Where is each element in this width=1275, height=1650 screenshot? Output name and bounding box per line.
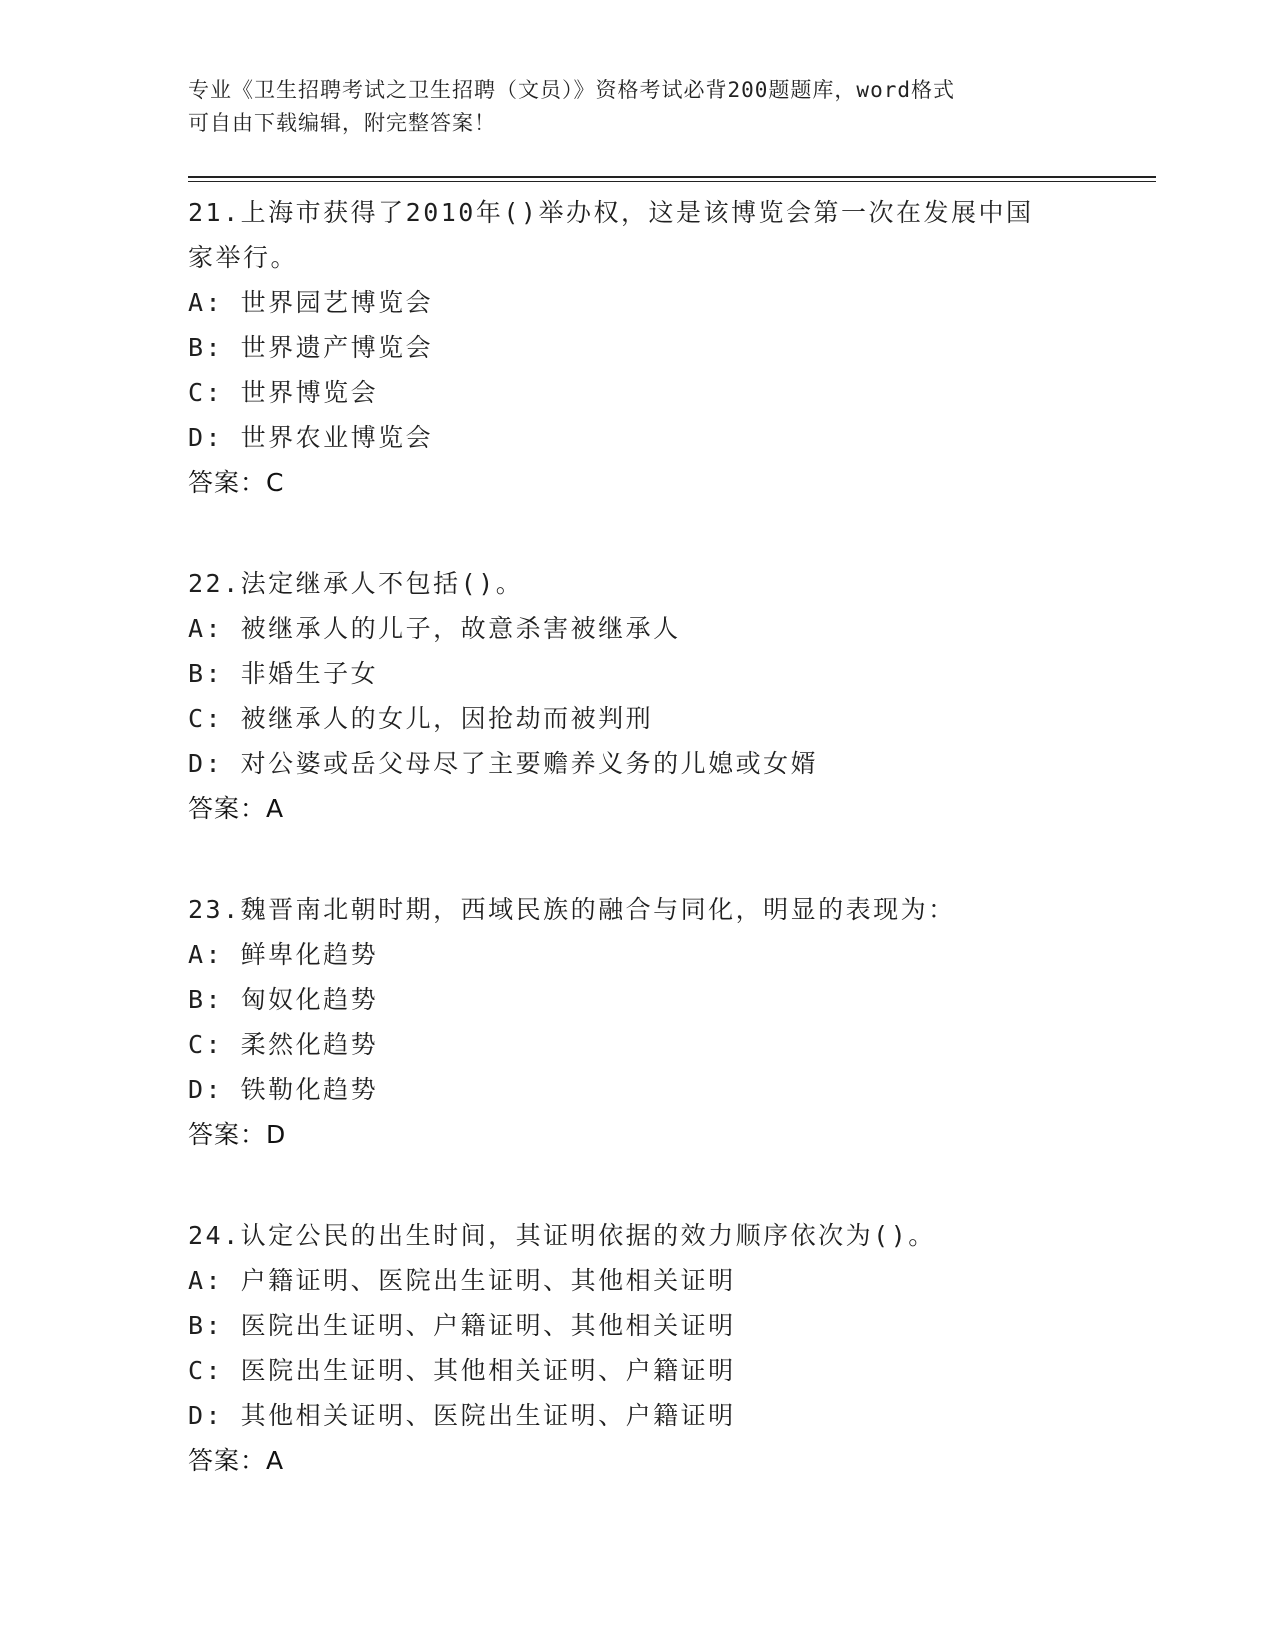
option-c: C: 世界博览会	[188, 378, 379, 407]
answer-label: 答案：	[188, 794, 267, 823]
answer-value: A	[266, 794, 285, 823]
document-header	[188, 74, 1088, 140]
question-stem: 24.认定公民的出生时间，其证明依据的效力顺序依次为()。	[188, 1221, 936, 1250]
answer-label: 答案：	[188, 1446, 267, 1475]
answer-label: 答案：	[188, 1120, 267, 1149]
answer-line	[188, 786, 1088, 831]
question-24	[188, 1213, 1088, 1483]
answer-label: 答案：	[188, 468, 267, 497]
option-a: A: 被继承人的儿子，故意杀害被继承人	[188, 614, 681, 643]
option-b: B: 匈奴化趋势	[188, 985, 379, 1014]
question-stem: 23.魏晋南北朝时期，西域民族的融合与同化，明显的表现为：	[188, 895, 956, 924]
question-stem-continued: 家举行。	[188, 243, 299, 272]
option-b: B: 非婚生子女	[188, 659, 379, 688]
option-b: B: 医院出生证明、户籍证明、其他相关证明	[188, 1311, 736, 1340]
header-line-2: 可自由下载编辑，附完整答案！	[188, 111, 496, 135]
option-d: D: 铁勒化趋势	[188, 1075, 379, 1104]
option-d: D: 对公婆或岳父母尽了主要赡养义务的儿媳或女婿	[188, 749, 819, 778]
option-a: A: 鲜卑化趋势	[188, 940, 379, 969]
answer-value: D	[266, 1120, 287, 1149]
question-spacer	[188, 505, 1088, 561]
answer-value: A	[266, 1446, 285, 1475]
header-divider	[188, 176, 1156, 182]
option-b: B: 世界遗产博览会	[188, 333, 434, 362]
question-stem: 22.法定继承人不包括()。	[188, 569, 524, 598]
option-c: C: 被继承人的女儿，因抢劫而被判刑	[188, 704, 654, 733]
question-list	[188, 190, 1088, 1483]
question-spacer	[188, 831, 1088, 887]
option-c: C: 柔然化趋势	[188, 1030, 379, 1059]
answer-line	[188, 1438, 1088, 1483]
answer-value: C	[266, 468, 285, 497]
option-a: A: 户籍证明、医院出生证明、其他相关证明	[188, 1266, 736, 1295]
question-23	[188, 887, 1088, 1157]
question-21	[188, 190, 1088, 505]
option-a: A: 世界园艺博览会	[188, 288, 434, 317]
question-22	[188, 561, 1088, 831]
answer-line	[188, 1112, 1088, 1157]
option-d: D: 世界农业博览会	[188, 423, 434, 452]
answer-line	[188, 460, 1088, 505]
question-stem: 21.上海市获得了2010年()举办权，这是该博览会第一次在发展中国	[188, 198, 1034, 227]
question-spacer	[188, 1157, 1088, 1213]
header-line-1: 专业《卫生招聘考试之卫生招聘（文员）》资格考试必背200题题库，word格式	[188, 78, 955, 102]
option-d: D: 其他相关证明、医院出生证明、户籍证明	[188, 1401, 736, 1430]
option-c: C: 医院出生证明、其他相关证明、户籍证明	[188, 1356, 736, 1385]
